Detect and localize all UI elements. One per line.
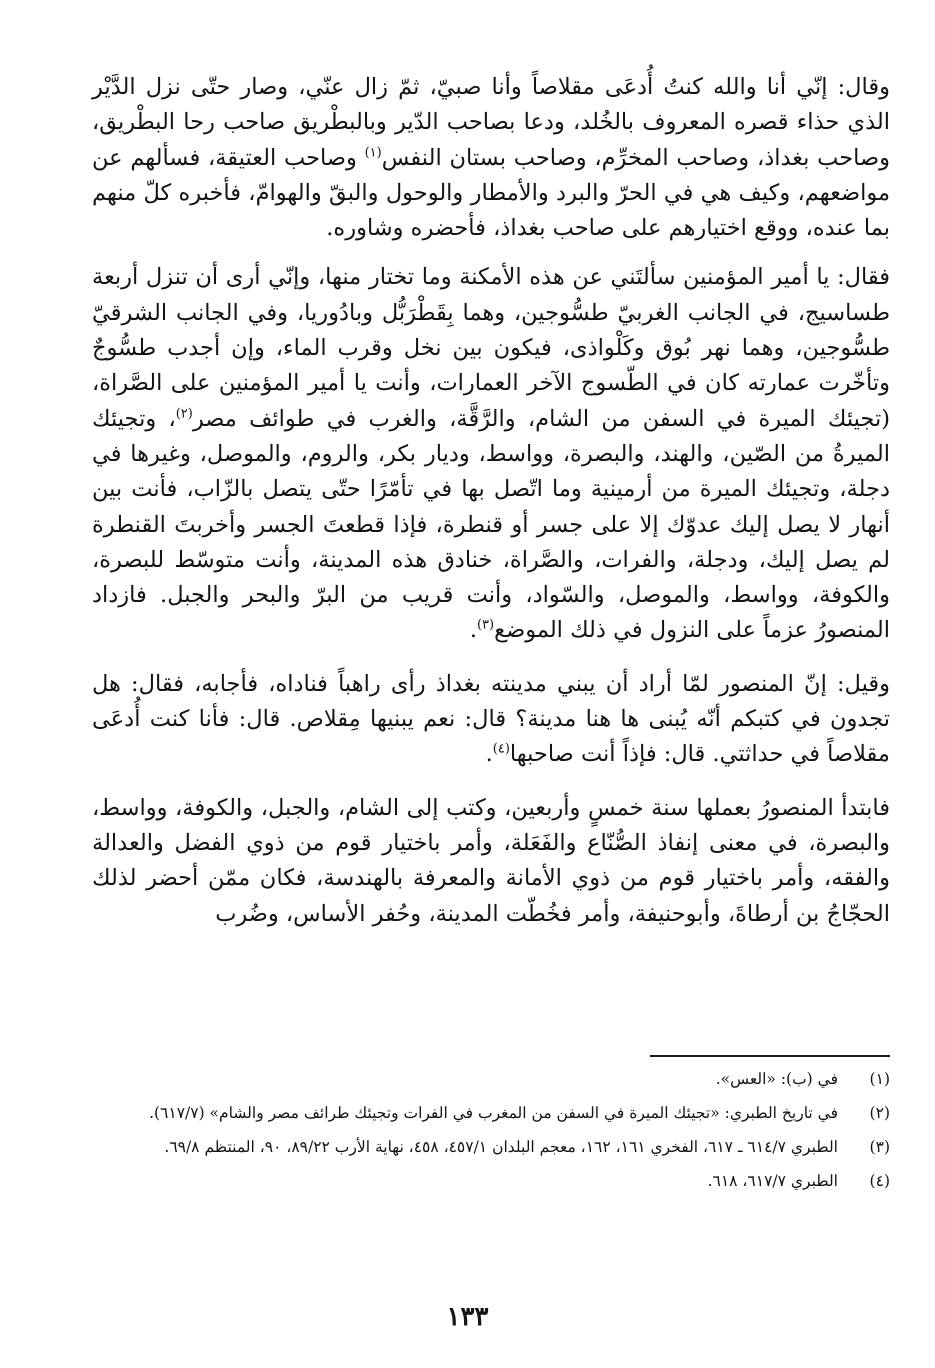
footnote-item (92, 1134, 890, 1160)
footnote-number: (١) (869, 1070, 890, 1088)
paragraph-1 (92, 70, 890, 246)
page-number: ١٣٣ (446, 1302, 489, 1332)
footnote-text: في تاريخ الطبري: «تجيئك الميرة في السفن من المغرب في الفرات وتجيئك طرائف مصر والشام» (٦١٧/٧). (149, 1104, 838, 1122)
paragraph-text: ، وتجيئك الميرةُ من الصّين، والهند، والبصرة، وواسط، وديار بكر، والروم، والموصل، وغيرها في دجلة، وتجيئك الميرة من أرمينية وما اتّصل بها في تأمّرًا حتّى يتصل بالزّاب، فأنت بين أنهار لا يصل إليك عدوّك إلا على جسر أو قنطرة، فإذا قطعتَ الجسر وأخربتَ القنطرة لم يصل إليك، ودجلة، والفرات، والصَّراة، خنادق هذه المدينة، وأنت متوسّط للبصرة، والكوفة، وواسط، والموصل، والسّواد، وأنت قريب من البرّ والبحر والجبل. فازداد المنصورُ عزماً على النزول في ذلك الموضع (92, 405, 890, 644)
paragraph-4 (92, 791, 890, 932)
footnote-ref-3[interactable]: (٣) (476, 617, 495, 633)
footnote-ref-4[interactable]: (٤) (492, 741, 510, 757)
paragraph-3 (92, 667, 890, 773)
footnote-item (92, 1100, 890, 1126)
paragraph-text: وقال: إنّي أنا والله كنتُ أُدعَى مقلاصاً وأنا صبيّ، ثمّ زال عنّي، وصار حتّى نزل الدَّيْر الذي حذاء قصره المعروف بالخُلد، ودعا بصاحب الدّير وبالبطْريق صاحب رحا البطْريق، وصاحب بغداذ، وصاحب المخرِّم، وصاحب بستان النفس (92, 74, 890, 171)
paragraph-text: فقال: يا أمير المؤمنين سألتَني عن هذه الأمكنة وما تختار منها، وإنّي أرى أن تنزل أربعة طساسيج، في الجانب الغربيّ طسُّوجين، وهما بِقَطْرَبُّل وبادُوريا، وفي الجانب الشرقيّ طسُّوجين، وهما نهر بُوق وكَلْواذى، فيكون بين نخل وقرب الماء، وإن أجدب طسُّوجٌ وتأخّرت عمارته كان في الطّسوج الآخر العمارات، وأنت يا أمير المؤمنين على الصَّراة، (تجيئك الميرة في السفن من الشام، والرَّقَّة، والغرب في طوائف مصر (92, 264, 890, 432)
footnote-text: في (ب): «العس». (715, 1070, 838, 1088)
footnote-ref-2[interactable]: (٢) (175, 406, 193, 422)
paragraph-text: فابتدأ المنصورُ بعملها سنة خمسٍ وأربعين، وكتب إلى الشام، والجبل، والكوفة، وواسط، والبصرة، في معنى إنفاذ الصُّنّاع والفَعَلة، وأمر باختيار قوم من ذوي الفضل والعدالة والفقه، وأمر باختيار قوم من ذوي الأمانة والمعرفة بالهندسة، فكان ممّن أحضر لذلك الحجّاجُ بن أرطاةَ، وأبوحنيفة، وأمر فخُطّت المدينة، وحُفر الأساس، وضُرب (92, 794, 890, 927)
paragraph-text: . (485, 741, 493, 768)
footnote-number: (٤) (869, 1172, 890, 1190)
footnote-number: (٢) (869, 1104, 890, 1122)
paragraph-text: وصاحب العتيقة، فسألهم عن مواضعهم، وكيف هي في الحرّ والبرد والأمطار والوحول والبقّ والهوامّ، فأخبره كلّ منهم بما عنده، ووقع اختيارهم على صاحب بغداذ، فأحضره وشاوره. (92, 144, 890, 242)
paragraph-text: وقيل: إنّ المنصور لمّا أراد أن يبني مدينته بغداذ رأى راهباً فناداه، فأجابه، فقال: هل تجدون في كتبكم أنّه يُبنى ها هنا مدينة؟ قال: نعم يبنيها مِقلاص. قال: فأنا كنت أُدعَى مقلاصاً في حداثتي. قال: فإذاً أنت صاحبها (92, 670, 890, 768)
footnote-item (92, 1066, 890, 1092)
paragraph-text: . (469, 617, 477, 644)
footnotes (92, 1066, 890, 1202)
footnote-item (92, 1168, 890, 1194)
footnote-divider (650, 1055, 890, 1057)
main-text (92, 70, 890, 950)
paragraph-2 (92, 260, 890, 648)
footnote-number: (٣) (869, 1138, 890, 1156)
footnote-text: الطبري ٦١٧/٧، ٦١٨. (707, 1172, 838, 1190)
footnote-text: الطبري ٦١٤/٧ ـ ٦١٧، الفخري ١٦١، ١٦٢، معجم البلدان ٤٥٧/١، ٤٥٨، نهاية الأرب ٨٩/٢٢، ٩٠، المنتظم ٦٩/٨. (164, 1138, 838, 1156)
footnote-ref-1[interactable]: (١) (364, 145, 382, 161)
